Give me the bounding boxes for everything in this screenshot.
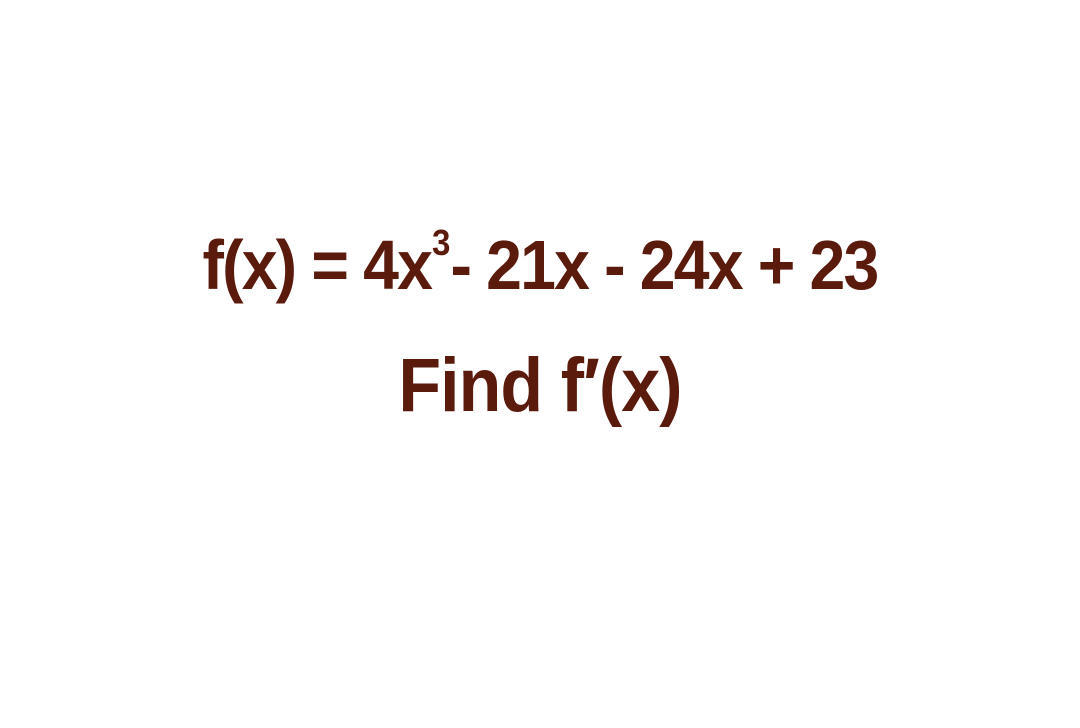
function-exponent: 3 [432,222,449,263]
function-rhs: - 21x - 24x + 23 [450,226,878,304]
function-equation [43,222,1037,304]
find-derivative-instruction: Find f′(x) [398,343,682,428]
function-lhs: f(x) = 4x [202,226,432,304]
